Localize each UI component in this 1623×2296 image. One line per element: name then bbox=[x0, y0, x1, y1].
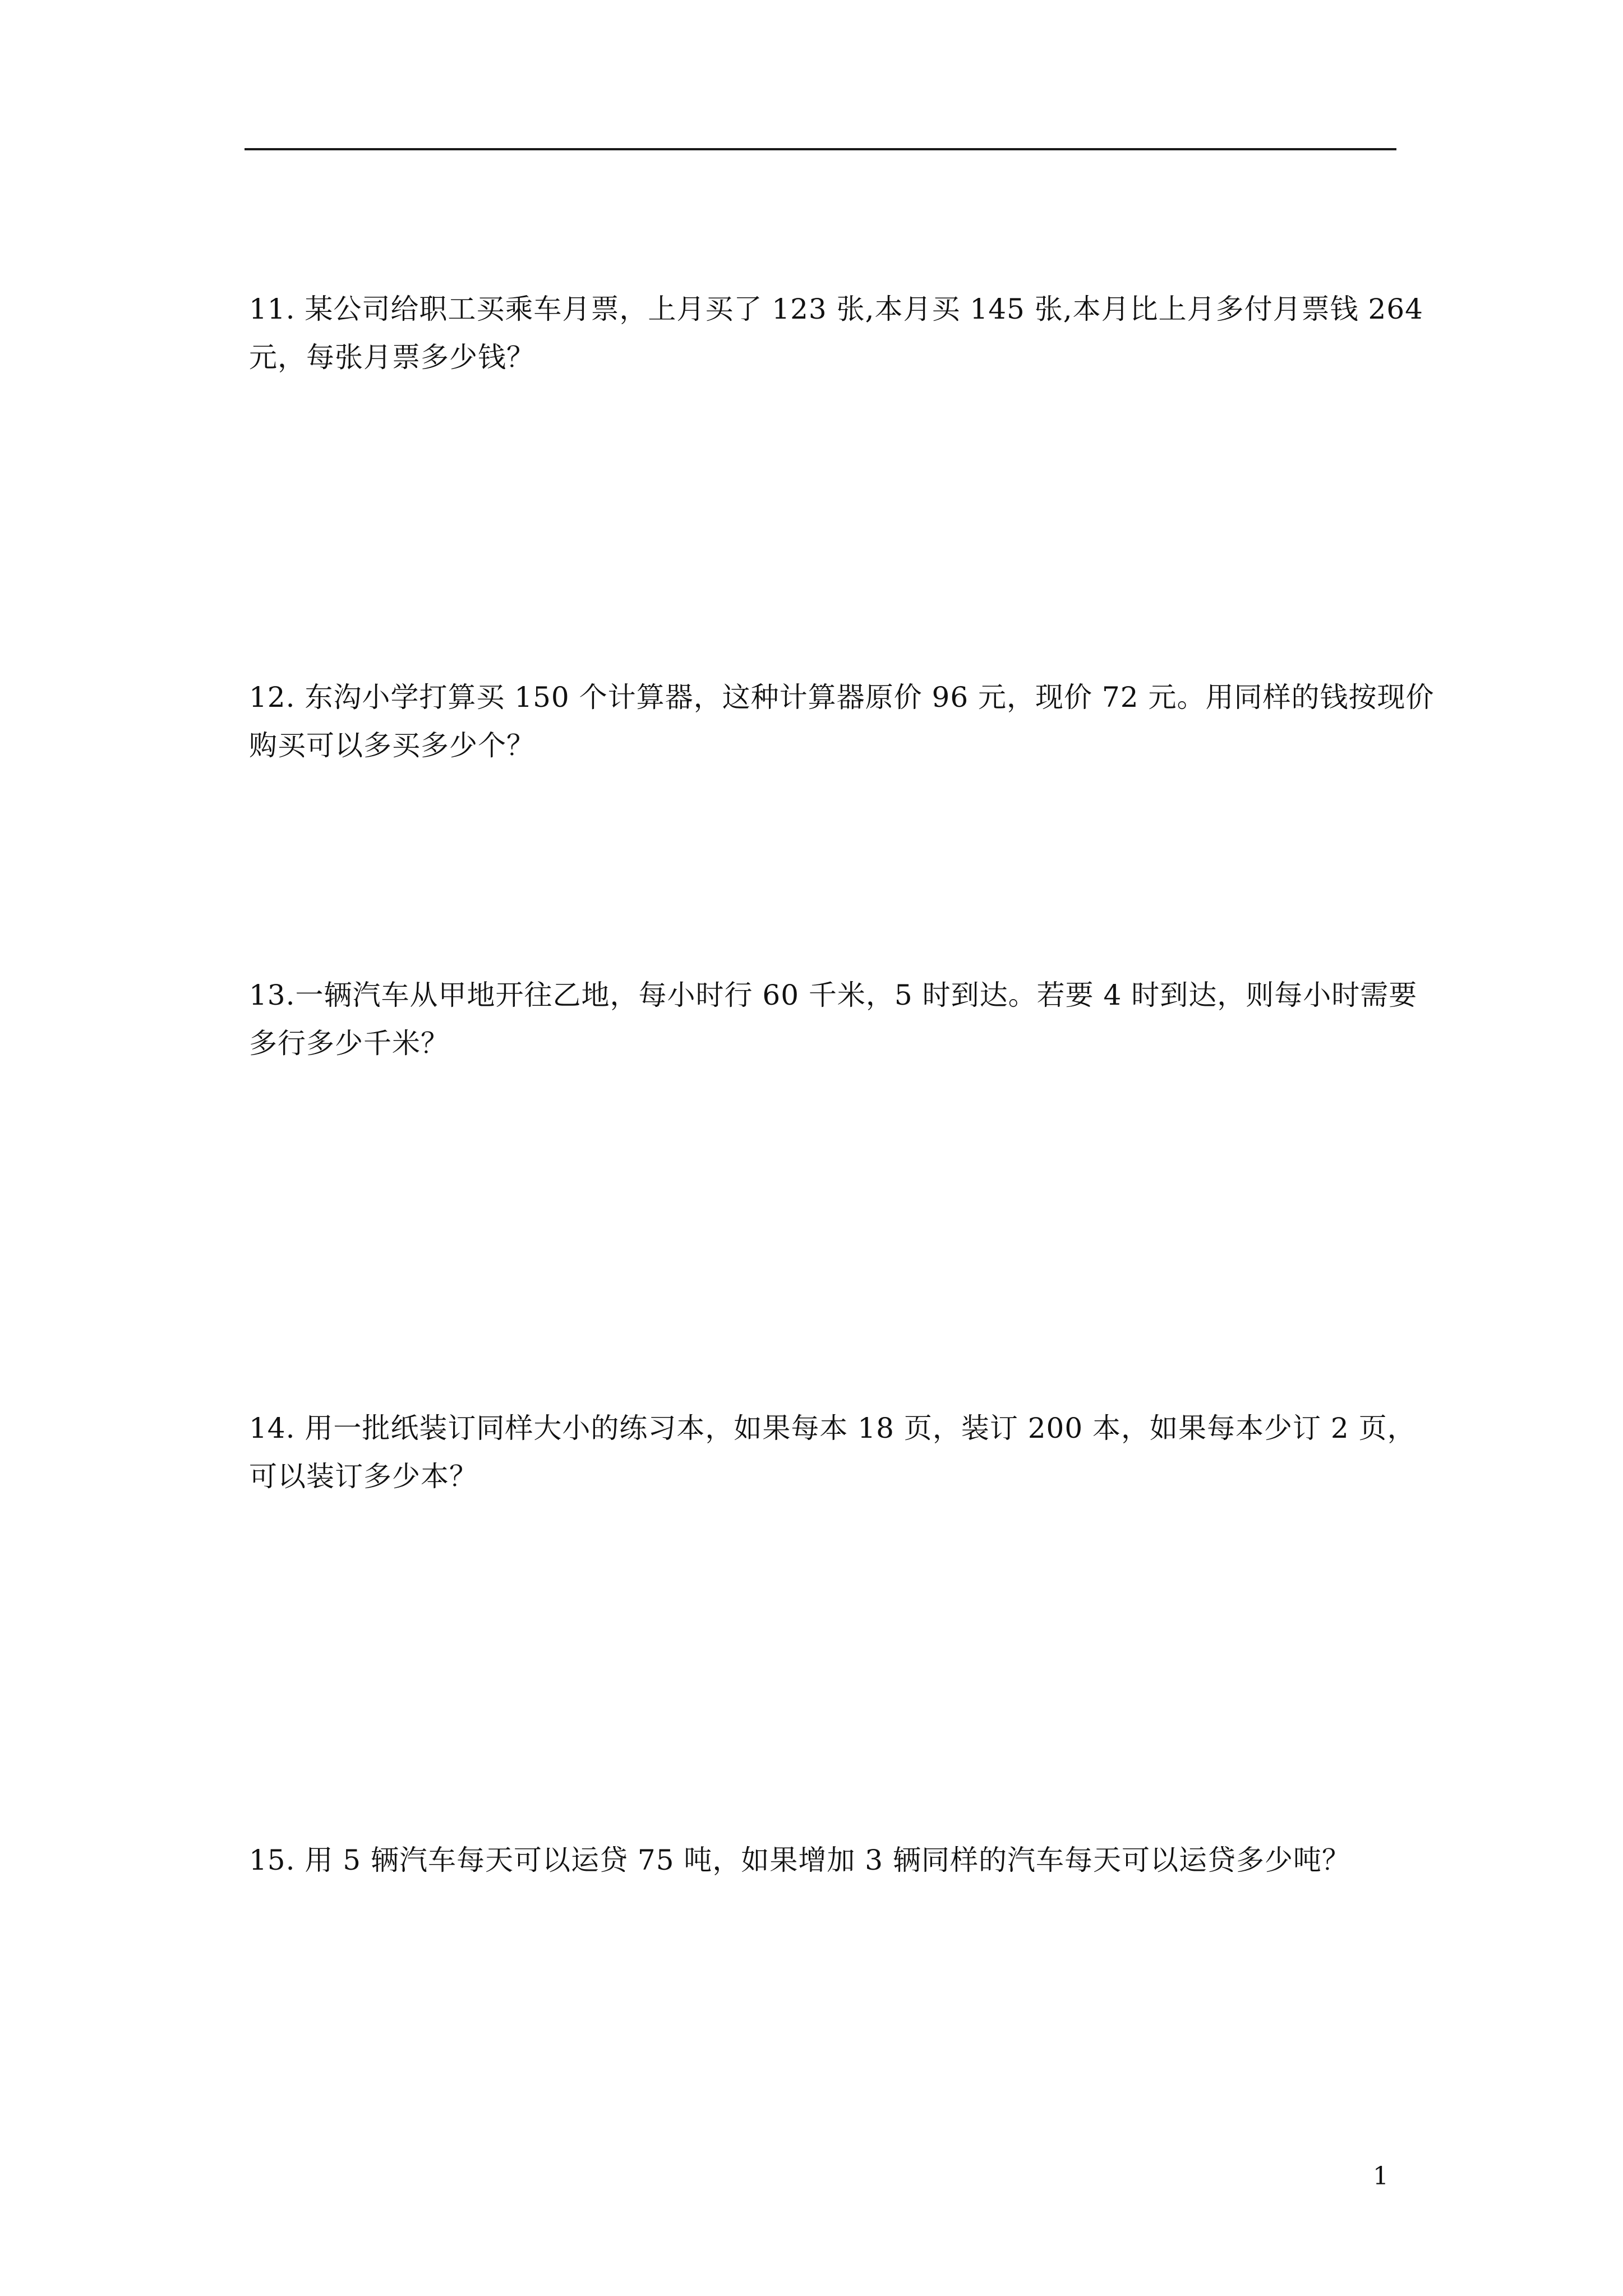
question-text-line: 14. 用一批纸装订同样大小的练习本，如果每本 18 页，装订 200 本，如果每本少订 2 页， bbox=[249, 1412, 1416, 1444]
question-text-line: 购买可以多买多少个？ bbox=[249, 729, 535, 762]
question-text-line: 多行多少千米？ bbox=[249, 1027, 449, 1060]
question-text-line: 可以装订多少本？ bbox=[249, 1460, 478, 1493]
question-text-line: 11. 某公司给职工买乘车月票，上月买了 123 张,本月买 145 张,本月比上月多付月票钱 264 bbox=[249, 293, 1423, 325]
question-13 bbox=[249, 971, 1418, 1068]
question-15 bbox=[249, 1836, 1396, 1884]
question-14 bbox=[249, 1404, 1416, 1501]
header-rule bbox=[245, 148, 1396, 150]
question-11 bbox=[249, 285, 1423, 381]
question-text-line: 15. 用 5 辆汽车每天可以运贷 75 吨，如果增加 3 辆同样的汽车每天可以运贷多少吨？ bbox=[249, 1844, 1351, 1876]
question-text-line: 元，每张月票多少钱？ bbox=[249, 341, 535, 374]
question-text-line: 12. 东沟小学打算买 150 个计算器，这种计算器原价 96 元，现价 72 元。用同样的钱按现价 bbox=[249, 681, 1435, 714]
page-number: 1 bbox=[1373, 2162, 1389, 2191]
question-12 bbox=[249, 673, 1435, 770]
question-text-line: 13.一辆汽车从甲地开往乙地，每小时行 60 千米，5 时到达。若要 4 时到达，则每小时需要 bbox=[249, 979, 1418, 1011]
